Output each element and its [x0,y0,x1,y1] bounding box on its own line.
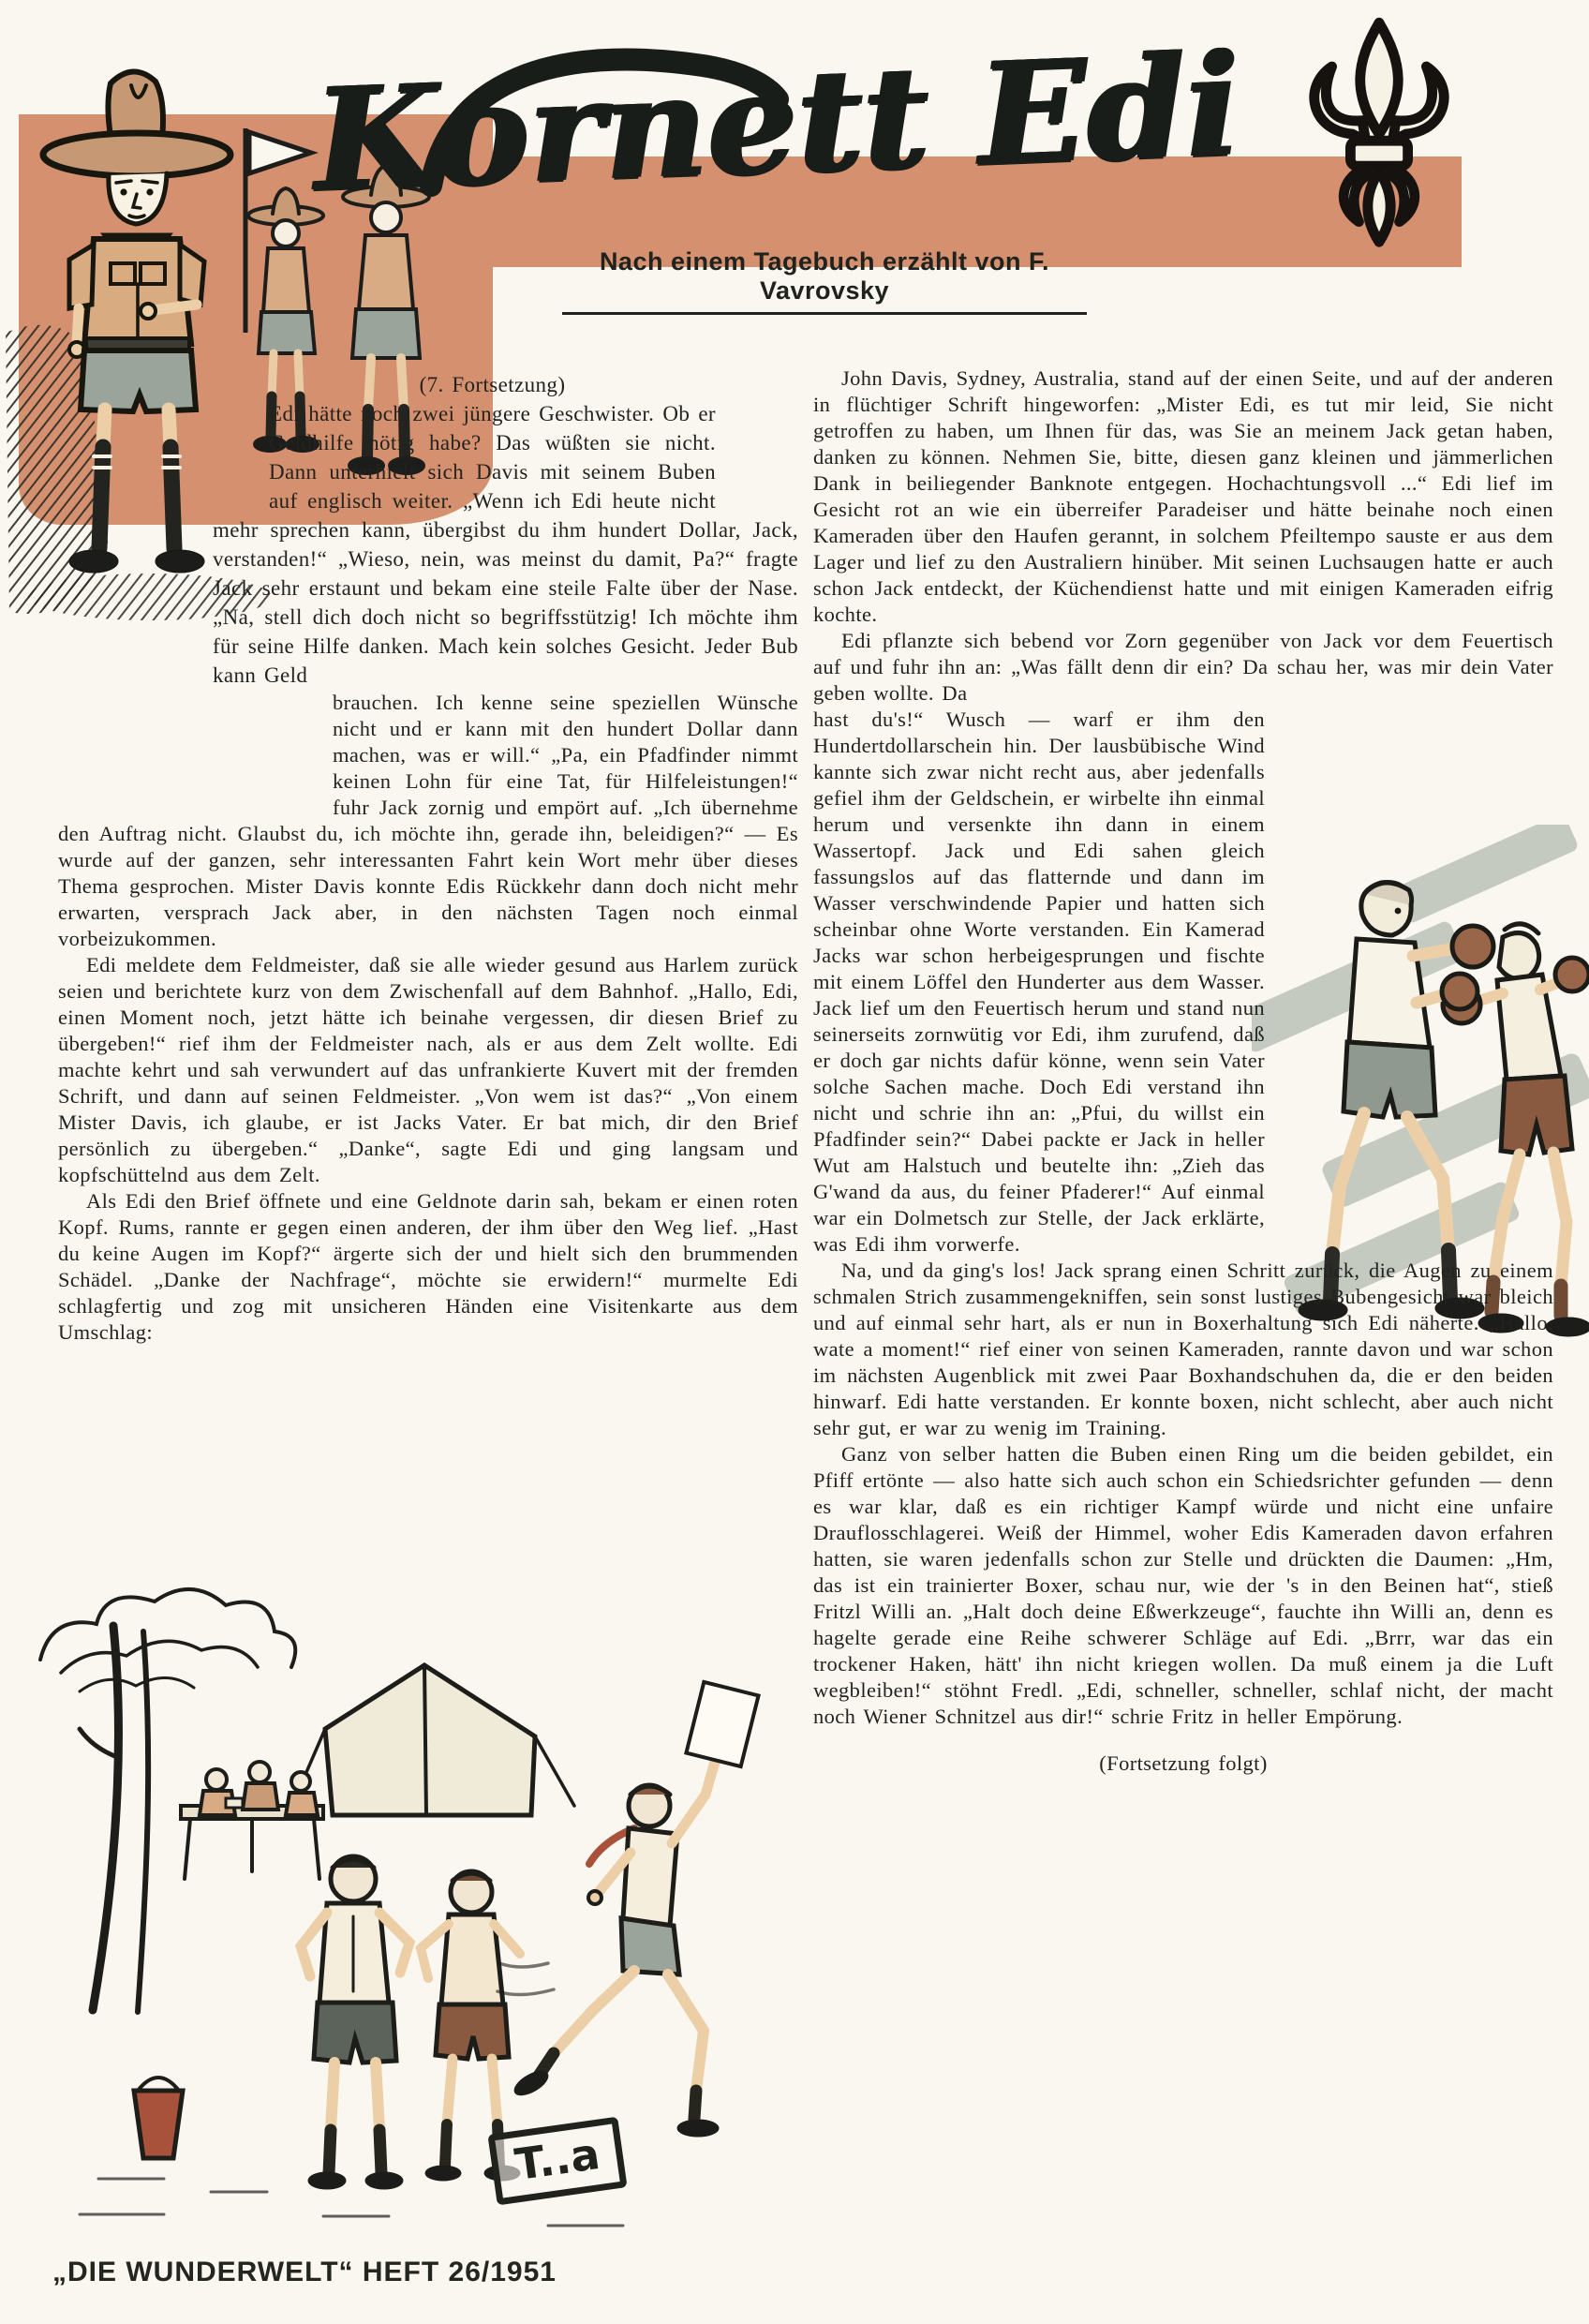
left-column-intro [58,370,798,690]
subtitle: Nach einem Tagebuch erzählt von F. Vavrovsky [562,247,1087,315]
fleur-de-lis-icon [1295,13,1463,255]
continuation-footer: (Fortsetzung folgt) [1099,1751,1268,1775]
story-paragraph: Na, und da ging's los! Jack sprang einen Schritt zurück, die Augen zu einem schmalen Strich zusammengekniffen, sein sonst lustiges Bubengesicht war bleich und auf einmal sehr hart, als er nun in Boxerhaltung sich Edi näherte. „Hallo, wate a moment!“ rief einer von seinen Kameraden, rannte davon und war schon im nächsten Augenblick mit zwei Paar Boxhandschuhen da, die er den beiden hinwarf. Edi hatte verstanden. Er konnte boxen, nicht schlecht, aber auch nicht sehr gut, er war zu wenig im Training. [813,1259,1553,1439]
story-paragraph: Ganz von selber hatten die Buben einen Ring um die beiden gebildet, ein Pfiff ertönte — also hatte sich auch schon ein Schiedsrichter gefunden — denn es war klar, daß es ein richtiger Kampf würde und nicht eine unfaire Drauflosschlagerei. Weiß der Himmel, woher Edis Kameraden davon erfahren hatten, sie waren jedenfalls schon zur Stelle und drückten die Daumen: „Hm, das ist ein trainierter Boxer, schau nur, wie der 's in den Beinen hat“, stieß Fritzl Willi an. „Halt doch deine Eßwerkzeuge“, fauchte ihn Willi an, denn es hagelte gerade eine Reihe schwerer Schläge auf Edi. „Brrr, war das ein trockener Haken, hätt' ihn nicht kriegen wollen. Da muß einem ja die Luft wegbleiben!“ stöhnt Fredl. „Edi, schneller, schneller, schlaf nicht, der macht noch Wiener Schnitzel aus dir!“ schrie Fritz in heller Empörung. [813,1442,1553,1728]
scout-wrap-spacer [58,370,269,515]
story-paragraph: Edi meldete dem Feldmeister, daß sie alle wieder gesund aus Harlem zurück seien und berichtete kurz von dem Zwischenfall auf dem Bahnhof. „Hallo, Edi, einen Moment noch, jetzt hätte ich beinahe vergessen, dir diesen Brief zu übergeben!“ rief ihm der Feldmeister nach, als er aus dem Zelt wollte. Edi machte kehrt und sah verwundert auf das unfrankierte Kuvert mit der fremden Schrift, und dann auf seinen Feldmeister. „Von wem ist das?“ „Von einem Mister Davis, ich glaube, er ist Jacks Vater. Er bat mich, dir den Brief persönlich zu übergeben.“ „Danke“, sagte Edi und ging langsam und kopfschüttelnd aus dem Zelt. [58,953,798,1186]
left-column [58,370,798,1346]
story-paragraph: Edi pflanzte sich bebend vor Zorn gegenüber von Jack vor dem Feuertisch auf und fuhr ihn an: „Was fällt denn dir ein? Da schau her, was mir dein Vater geben wollte. Da [813,629,1553,705]
story-paragraph: brauchen. Ich kenne seine speziellen Wünsche nicht und er kann mit den hundert Dollar dann machen, was er will.“ „Pa, ein Pfadfinder nimmt keinen Lohn für eine Tat, für Hilfeleistungen!“ fuhr Jack zornig und empört auf. „Ich übernehme den Auftrag nicht. Glaubst du, ich möchte ihn, gerade ihn, beleidigen?“ — Es wurde auf der ganzen, sehr interessanten Fahrt kein Wort mehr über dieses Thema gesprochen. Mister Davis konnte Edis Rückkehr dann doch nicht mehr erwarten, versprach Jack aber, in den nächsten Tagen noch einmal vorbeizukommen. [58,691,798,950]
scout-wrap-spacer-3 [58,690,333,806]
bucket [134,2091,183,2158]
tent [325,1665,535,1815]
boxing-wrap-spacer [1272,707,1553,1231]
story-paragraph: John Davis, Sydney, Australia, stand auf der einen Seite, und auf der anderen in flüchtiger Schrift hingeworfen: „Mister Edi, es tut mir leid, Sie nicht getroffen zu haben, um Ihnen für das, was Sie an meinem Jack getan haben, danken zu können. Nehmen Sie, bitte, diesen ganz kleinen und jämmerlichen Dank in beiliegender Banknote entgegen. Hochachtungsvoll ...“ Edi lief im Gesicht rot an wie ein überreifer Paradeiser und hätte beinahe noch einen Kameraden über den Haufen gerannt, in solchem Pfeiltempo sauste er aus dem Lager und lief zu den Australiern hinüber. Mit seinen Luchsaugen hatte er auch schon Jack entdeckt, der Küchendienst hatte und mit einigen Kameraden eifrig kochte. [813,366,1553,626]
camp-scene [40,1589,759,2226]
artist-signature: T..a [487,2117,628,2206]
story-paragraph: Als Edi den Brief öffnete und eine Geldnote darin sah, bekam er einen roten Kopf. Rums, rannte er gegen einen anderen, der ihm über den Weg lief. „Hast du keine Augen im Kopf?“ ärgerte sich der und hielt sich den brummenden Schädel. „Danke der Nachfrage“, möchte sie erwidern!“ murmelte Edi schlagfertig und zog mit unsicheren Händen eine Visitenkarte aus dem Umschlag: [58,1189,798,1344]
page-title: Kornett Edi [311,22,1244,223]
intro-right-spacer [716,370,798,515]
camp-illustration [23,1570,806,2258]
story-paragraph: hast du's!“ Wusch — warf er ihm den Hundertdollarschein hin. Der lausbübische Wind kannte sich zwar nicht recht aus, aber jedenfalls gefiel ihm der Geldschein, er wirbelte ihn einmal herum und versenkte ihn dann in einem Wassertopf. Jack und Edi sahen gleich fassungslos auf das flatternde und dann im Wasser verschwindende Papier und hatten sich scheinbar ohne Worte verstanden. Ein Kamerad Jacks war schon herbeigesprungen und fischte mit einem Löffel den Hunderter aus dem Wasser. Jack lief um den Feuertisch herum und stand nun seinerseits zornwütig vor Edi, ihm zurufend, daß er doch gar nichts dafür könne, wenn sein Vater solche Sachen mache. Doch Edi verstand ihn nicht und schrie ihn an: „Pfui, du willst ein Pfadfinder sein?“ Dabei packte er Jack in heller Wut am Halstuch und beutelte ihn: „Zieh das G'wand da aus, du feiner Pfaderer!“ Auf einmal war ein Dolmetsch zur Stelle, der Jack erklärte, was Edi ihm vorwerfe. [813,708,1265,1256]
continuation-heading: (7. Fortsetzung) [419,373,566,396]
raised-paper [686,1682,758,1766]
title-flourish-stroke [394,26,796,204]
right-column [813,365,1553,1777]
footer-credit: „DIE WUNDERWELT“ HEFT 26/1951 [52,2257,557,2287]
scout-wrap-spacer-2 [58,515,213,690]
story-paragraph: Edi hätte noch zwei jüngere Geschwister. Ob er Geldhilfe nötig habe? Das wüßten sie nicht. Dann unterhielt sich Davis mit seinem Buben auf englisch weiter. „Wenn ich Edi heute nicht mehr sprechen kann, übergibst du ihm hundert Dollar, Jack, verstanden!“ „Wieso, nein, was meinst du damit, Pa?“ fragte Jack sehr erstaunt und bekam eine steile Falte über der Nase. „Na, stell dich doch nicht so begriffsstützig! Ich möchte ihm für seine Hilfe danken. Mach kein solches Gesicht. Jeder Bub kann Geld [213,402,798,687]
